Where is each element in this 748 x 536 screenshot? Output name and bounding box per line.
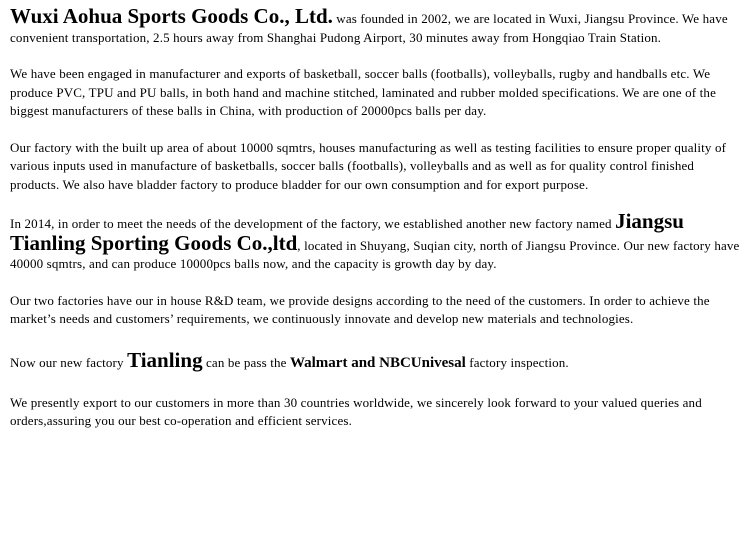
intro-paragraph	[10, 4, 742, 47]
new-factory-text-after: , located in Shuyang, Suqian city, north of Jiangsu Province. Our new factory have 40000 sqmtrs, and can produce 10000pcs balls now, and the capacity is growth day by day.	[10, 237, 740, 271]
manufacturing-paragraph: We have been engaged in manufacturer and exports of basketball, soccer balls (footballs), volleyballs, rugby and handballs etc. We produce PVC, TPU and PU balls, in both hand and machine stitched, laminated and rubber molded specifications. We are one of the biggest manufacturers of these balls in China, with production of 20000pcs balls per day.	[10, 66, 716, 118]
inspection-text-after: factory inspection.	[465, 354, 569, 370]
rnd-paragraph: Our two factories have our in house R&D team, we provide designs according to the need of the customers. In order to achieve the market’s needs and customers’ requirements, we continuously innovate and develop new materials and technologies.	[10, 292, 710, 326]
company-name-heading: Wuxi Aohua Sports Goods Co., Ltd.	[10, 4, 333, 28]
export-paragraph: We presently export to our customers in more than 30 countries worldwide, we sincerely look forward to your valued queries and orders,assuring you our best co-operation and efficient services.	[10, 394, 702, 428]
tianling-brand-name: Tianling	[127, 347, 203, 372]
inspection-paragraph	[10, 347, 742, 376]
inspection-text-before: Now our new factory	[10, 354, 128, 370]
new-factory-text-before: In 2014, in order to meet the needs of the development of the factory, we established another new factory named	[10, 216, 616, 231]
new-factory-paragraph	[10, 209, 742, 274]
intro-text: was founded in 2002, we are located in Wuxi, Jiangsu Province. We have convenient transportation, 2.5 hours away from Shanghai Pudong Airport, 30 minutes away from Hongqiao Train Station.	[10, 11, 728, 45]
new-factory-company-name: Jiangsu Tianling Sporting Goods Co.,ltd	[10, 209, 684, 255]
inspection-retailers: Walmart and NBCUnivesal	[289, 354, 466, 371]
factory-facilities-paragraph: Our factory with the built up area of about 10000 sqmtrs, houses manufacturing as well as testing facilities to ensure proper quality of various inputs used in manufacture of basketballs, soccer balls (footballs), volleyballs and as well as for quality control finished products. We also have bladder factory to produce bladder for our own consumption and for export purpose.	[10, 139, 727, 192]
inspection-text-middle: can be pass the	[202, 354, 290, 370]
